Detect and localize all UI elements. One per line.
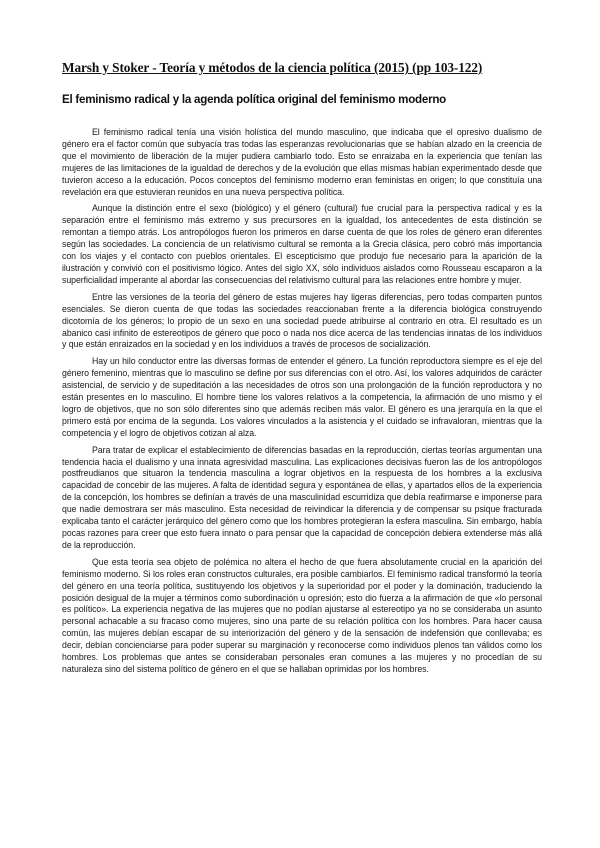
paragraph: Entre las versiones de la teoría del género de estas mujeres hay ligeras diferencias, pero todas comparten puntos esenciales. Se dieron cuenta de que todas las sociedades reaccionaban frente a la diferencia biológica construyendo dicotomía de los géneros; lo propio de un sexo en una sociedad puede atribuirse al contrario en otra. El resultado es un abanico casi infinito de estereotipos de género que poco o nada nos dice acerca de las tendencias innatas de los individuos y que están enraizados en la sociedad y en los individuos a través de procesos de socialización.	[62, 291, 542, 350]
paragraph: Para tratar de explicar el establecimiento de diferencias basadas en la reproducción, ciertas teorías argumentan una tendencia hacia el dualismo y una innata agresividad masculina. Las explicaciones decisivas fueron las de los antropólogos postfreudianos que situaron la tendencia masculina a lograr objetivos en la respuesta de los hombres a la exclusiva capacidad de concebir de las mujeres. A falta de identidad segura y espontánea de ellas, y apartados ellos de la experiencia de la concepción, los hombres se definían a través de una masculinidad escurridiza que debía reafirmarse e imponerse para que nadie demostrara ser más masculino. Esta necesidad de reivindicar la diferencia y de compensar su psique fracturada explicaba tanto el carácter jerárquico del género como que los hombres protegieran la esfera masculina. Sin embargo, había pocas razones para creer que esto fuera innato o para pensar que la capacidad de concepción debiera extenderse más allá de la reproducción.	[62, 444, 542, 550]
paragraph: El feminismo radical tenía una visión holística del mundo masculino, que indicaba que el opresivo dualismo de género era el factor común que subyacía tras todas las esperanzas revolucionarias que se habían alzado en la creencia de que el movimiento de liberación de la mujer pudiera cambiarlo todo. Esto se enraizaba en la experiencia que tenían las mujeres de las limitaciones de la igualdad de derechos y de la evolución que ellas mismas habían experimentado desde que tuvieron acceso a la educación. Pocos conceptos del feminismo moderno eran feministas en origen; lo que constituía una revelación era que estuvieran reunidos en una nueva perspectiva política.	[62, 127, 542, 197]
section-title: El feminismo radical y la agenda política original del feminismo moderno	[62, 93, 447, 106]
paragraph: Que esta teoría sea objeto de polémica no altera el hecho de que fuera absolutamente crucial en la aparición del feminismo moderno. Si los roles eran constructos culturales, era posible cambiarlos. El feminismo radical transformó la teoría del género en una teoría política, sustituyendo los objetivos y la superioridad por el poder y la dominación, traduciendo la posición desigual de la mujer a términos como subordinación u opresión; esto dio fuerza a la afirmación de que «lo personal es político». La experiencia negativa de las mujeres que no podían ajustarse al estereotipo ya no se consideraba un asunto personal achacable a su fracaso como mujeres, sino una parte de su relación política con los hombres. Para hacer causa común, las mujeres debían escapar de su interiorización del género y de la sensación de indefensión que conllevaba; es decir, debían concienciarse para poder superar su marginación y reconocerse como individuos plenos tan válidos como los hombres. Los problemas que antes se consideraban personales eran comunes a las mujeres y no procedían de su naturaleza sino del sistema político de género en el que se hallaban oprimidas por los hombres.	[62, 556, 542, 674]
paragraph: Aunque la distinción entre el sexo (biológico) y el género (cultural) fue crucial para la perspectiva radical y es la separación entre el feminismo más extremo y sus precursores en la igualdad, los antecedentes de esta distinción se remontan a tiempo atrás. Los antropólogos fueron los primeros en darse cuenta de que los roles de género eran diferentes según las sociedades. La conciencia de un relativismo cultural se remonta a la Grecia clásica, pero cobró más importancia con los viajes y el contacto con pueblos orientales. El escepticismo que produjo fue necesario para la aparición de la ilustración y convivió con el positivismo lógico. Antes del siglo XX, sólo individuos aislados como Rousseau escaparon a la superficialidad imperante al abordar las consecuencias del relativismo cultural para las relaciones entre hombre y mujer.	[62, 203, 542, 285]
paragraph: Hay un hilo conductor entre las diversas formas de entender el género. La función reproductora siempre es el eje del género femenino, mientras que lo masculino se define por sus diferencias con el otro. Así, los valores adquiridos de carácter asistencial, de servicio y de supeditación a las necesidades de otros son una prolongación de la función reproductora y no están presentes en lo masculino. El hombre tiene los valores relativos a la competencia, la afirmación de uno mismo y el logro de objetivos, que no son sólo diferentes sino que además reciben más valor. El género es una jerarquía en la que el primero está por encima de la segunda. Los valores vinculados a la asistencia y el cuidado se infravaloran, mientras que la competencia y el logro de objetivos cotizan al alza.	[62, 356, 542, 438]
source-header: Marsh y Stoker - Teoría y métodos de la ciencia política (2015) (pp 103-122)	[62, 60, 483, 75]
body-text	[62, 127, 542, 681]
